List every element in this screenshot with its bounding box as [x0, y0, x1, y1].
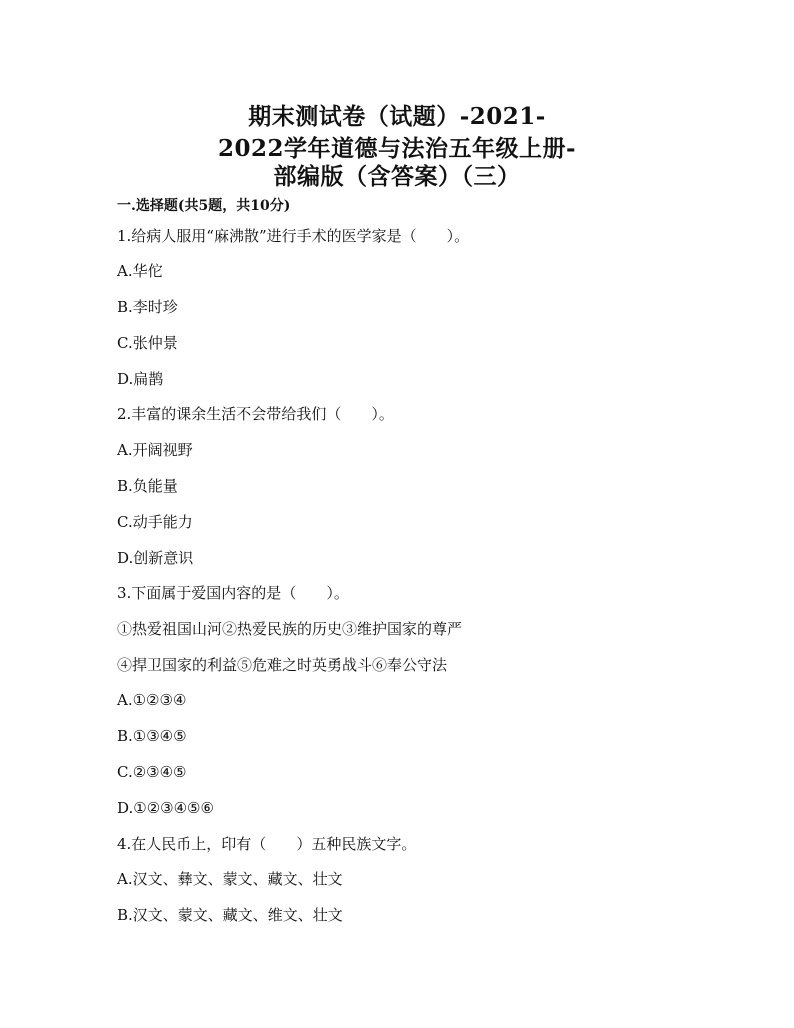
section-heading: 一.选择题(共5题，共10分)	[117, 198, 291, 214]
q3-option-d: D.①②③④⑤⑥	[117, 799, 214, 817]
q1-option-d: D.扁鹊	[117, 370, 164, 388]
q2-option-a: A.开阔视野	[117, 441, 193, 459]
q1-option-c: C.张仲景	[117, 334, 178, 352]
question-3: 3.下面属于爱国内容的是（ ）。	[117, 584, 349, 602]
question-2: 2.丰富的课余生活不会带给我们（ ）。	[117, 405, 394, 423]
q2-option-c: C.动手能力	[117, 513, 193, 531]
q1-option-b: B.李时珍	[117, 298, 178, 316]
q2-option-d: D.创新意识	[117, 549, 194, 567]
q3-statement-2: ④捍卫国家的利益⑤危难之时英勇战斗⑥奉公守法	[117, 656, 448, 674]
q2-option-b: B.负能量	[117, 477, 178, 495]
q3-option-c: C.②③④⑤	[117, 763, 187, 781]
q3-option-a: A.①②③④	[117, 691, 187, 709]
question-4: 4.在人民币上，印有（ ）五种民族文字。	[117, 835, 417, 853]
doc-title-line-3: 部编版（含答案）（三）	[273, 163, 521, 190]
doc-title-line-2: 2022学年道德与法治五年级上册-	[217, 135, 577, 162]
doc-title-line-1: 期末测试卷（试题）-2021-	[248, 103, 546, 130]
question-1: 1.给病人服用“麻沸散”进行手术的医学家是（ ）。	[117, 227, 470, 245]
q3-option-b: B.①③④⑤	[117, 727, 187, 745]
q1-option-a: A.华佗	[117, 262, 163, 280]
q3-statement-1: ①热爱祖国山河②热爱民族的历史③维护国家的尊严	[117, 620, 463, 638]
q4-option-b: B.汉文、蒙文、藏文、维文、壮文	[117, 906, 343, 924]
q4-option-a: A.汉文、彝文、蒙文、藏文、壮文	[117, 870, 343, 888]
